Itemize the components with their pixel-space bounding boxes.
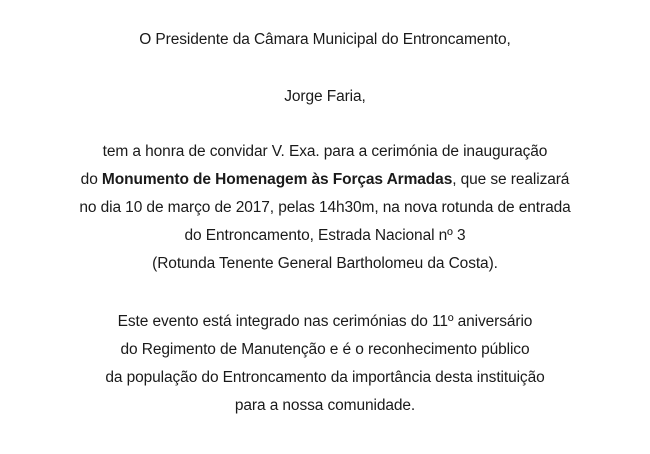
paragraph-line: Este evento está integrado nas cerimónias do 11º aniversário bbox=[117, 313, 533, 330]
line-suffix: , que se realizará bbox=[452, 171, 570, 188]
host-line: O Presidente da Câmara Municipal do Entroncamento, bbox=[139, 31, 511, 48]
host-name: Jorge Faria, bbox=[284, 88, 366, 105]
paragraph-line-event-name bbox=[0, 170, 650, 190]
paragraph-line: tem a honra de convidar V. Exa. para a cerimónia de inauguração bbox=[102, 143, 548, 160]
paragraph-line: para a nossa comunidade. bbox=[234, 397, 416, 414]
paragraph-line: do Regimento de Manutenção e é o reconhecimento público bbox=[120, 341, 530, 358]
paragraph-line: da população do Entroncamento da importância desta instituição bbox=[105, 369, 545, 386]
event-name: Monumento de Homenagem às Forças Armadas bbox=[101, 171, 453, 188]
paragraph-line-roundabout: (Rotunda Tenente General Bartholomeu da Costa). bbox=[152, 255, 498, 272]
paragraph-line-location: do Entroncamento, Estrada Nacional nº 3 bbox=[184, 227, 466, 244]
paragraph-line-date: no dia 10 de março de 2017, pelas 14h30m, na nova rotunda de entrada bbox=[79, 199, 571, 216]
line-prefix: do bbox=[80, 171, 102, 188]
